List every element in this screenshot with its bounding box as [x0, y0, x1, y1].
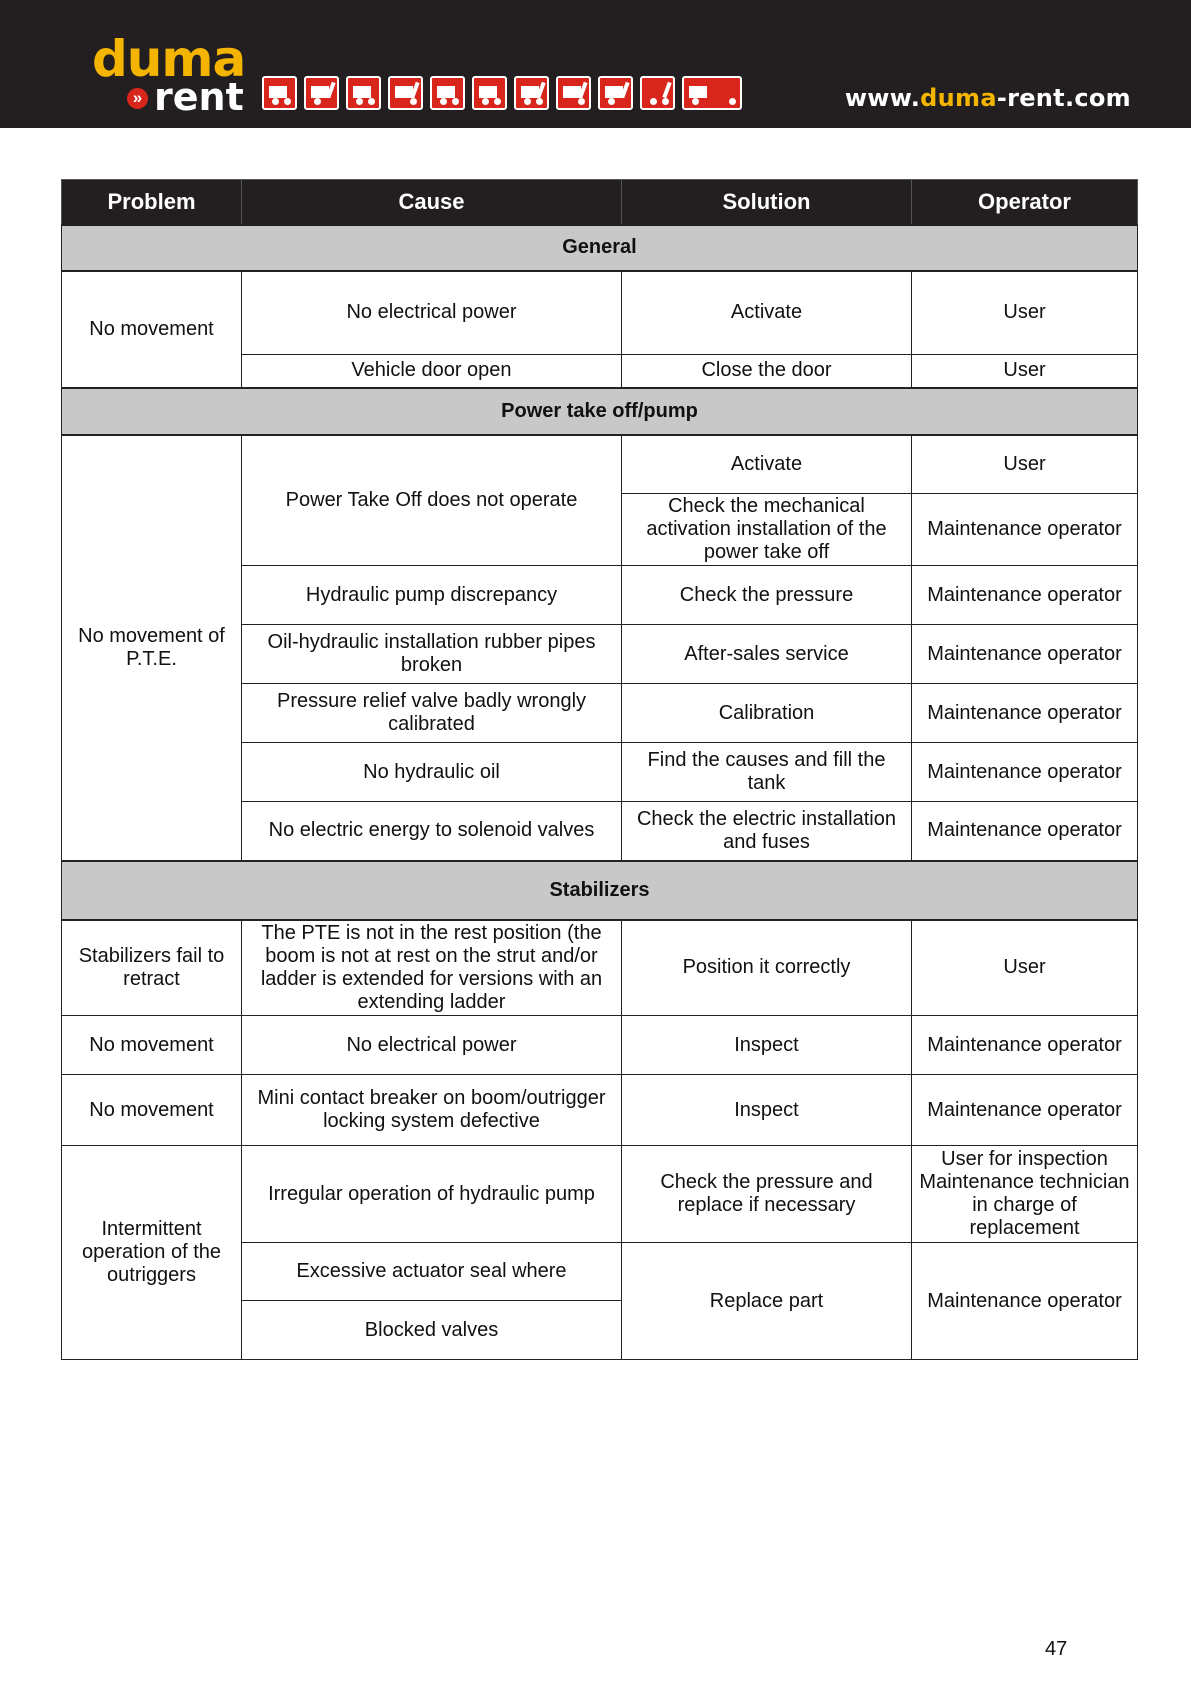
problem-cell: No movement of P.T.E. [62, 435, 242, 861]
logo-duma-text: duma [92, 30, 246, 88]
section-title-stabilizers: Stabilizers [62, 861, 1138, 920]
page-number: 47 [1045, 1638, 1068, 1660]
cause-cell: Vehicle door open [242, 355, 622, 388]
problem-cell: No movement [62, 1075, 242, 1146]
section-row-general [62, 225, 1138, 271]
crane-truck-icon [514, 76, 549, 110]
website-highlight: duma [920, 84, 997, 112]
header-operator: Operator [912, 180, 1138, 225]
cause-cell: Pressure relief valve badly wrongly calibrated [242, 684, 622, 743]
table-row [62, 1075, 1138, 1146]
table-header-row [62, 180, 1138, 225]
website-suffix: -rent.com [996, 84, 1131, 112]
solution-cell: Inspect [622, 1075, 912, 1146]
cause-cell: No electric energy to solenoid valves [242, 802, 622, 861]
solution-cell: Position it correctly [622, 920, 912, 1016]
cause-cell: Blocked valves [242, 1301, 622, 1360]
table-row [62, 920, 1138, 1016]
operator-cell: User [912, 355, 1138, 388]
solution-cell: Check the pressure [622, 566, 912, 625]
cause-cell: No hydraulic oil [242, 743, 622, 802]
troubleshooting-table [61, 179, 1138, 1360]
cause-cell: Mini contact breaker on boom/outrigger locking system defective [242, 1075, 622, 1146]
cause-cell: Excessive actuator seal where [242, 1243, 622, 1301]
solution-cell: Activate [622, 271, 912, 355]
table-row [62, 1016, 1138, 1075]
compactor-icon [472, 76, 507, 110]
solution-cell: Check the electric installation and fuses [622, 802, 912, 861]
solution-cell: Find the causes and fill the tank [622, 743, 912, 802]
table-row [62, 1146, 1138, 1243]
operator-cell: Maintenance operator [912, 566, 1138, 625]
solution-cell: Replace part [622, 1243, 912, 1360]
cause-cell: Oil-hydraulic installation rubber pipes broken [242, 625, 622, 684]
problem-cell: Stabilizers fail to retract [62, 920, 242, 1016]
problem-cell: No movement [62, 271, 242, 388]
cause-cell: Irregular operation of hydraulic pump [242, 1146, 622, 1243]
header-solution: Solution [622, 180, 912, 225]
logo-rent-text: rent [154, 75, 244, 119]
truck-mounted-platform-icon [682, 76, 742, 110]
section-title-general: General [62, 225, 1138, 271]
operator-cell: User [912, 271, 1138, 355]
skid-steer-icon [262, 76, 297, 110]
operator-cell: Maintenance operator [912, 494, 1138, 566]
operator-cell: Maintenance operator [912, 1243, 1138, 1360]
cause-cell: Hydraulic pump discrepancy [242, 566, 622, 625]
mini-loader-icon [388, 76, 423, 110]
page-header [0, 0, 1191, 128]
website-url[interactable] [845, 84, 1131, 112]
table-row [62, 435, 1138, 494]
operator-cell: Maintenance operator [912, 684, 1138, 743]
boom-lift-icon [598, 76, 633, 110]
solution-cell: Inspect [622, 1016, 912, 1075]
telehandler-icon [640, 76, 675, 110]
operator-cell: User [912, 435, 1138, 494]
backhoe-icon [430, 76, 465, 110]
solution-cell: Activate [622, 435, 912, 494]
cause-cell: No electrical power [242, 271, 622, 355]
solution-cell: Check the pressure and replace if necessary [622, 1146, 912, 1243]
problem-cell: Intermittent operation of the outriggers [62, 1146, 242, 1360]
operator-cell: User [912, 920, 1138, 1016]
section-row-pto [62, 388, 1138, 435]
logo-arrow-icon: » [127, 88, 148, 109]
operator-cell: User for inspection Maintenance technician in charge of replacement [912, 1146, 1138, 1243]
forklift-icon [304, 76, 339, 110]
scissor-lift-icon [346, 76, 381, 110]
excavator-icon [556, 76, 591, 110]
header-cause: Cause [242, 180, 622, 225]
table-row [62, 271, 1138, 355]
solution-cell: Check the mechanical activation installation of the power take off [622, 494, 912, 566]
section-row-stabilizers [62, 861, 1138, 920]
operator-cell: Maintenance operator [912, 1075, 1138, 1146]
cause-cell: Power Take Off does not operate [242, 435, 622, 566]
operator-cell: Maintenance operator [912, 743, 1138, 802]
problem-cell: No movement [62, 1016, 242, 1075]
solution-cell: Close the door [622, 355, 912, 388]
solution-cell: Calibration [622, 684, 912, 743]
cause-cell: The PTE is not in the rest position (the boom is not at rest on the strut and/or ladder is extended for versions with an extending ladder [242, 920, 622, 1016]
operator-cell: Maintenance operator [912, 625, 1138, 684]
operator-cell: Maintenance operator [912, 1016, 1138, 1075]
header-problem: Problem [62, 180, 242, 225]
cause-cell: No electrical power [242, 1016, 622, 1075]
machinery-icon-strip [262, 76, 742, 110]
operator-cell: Maintenance operator [912, 802, 1138, 861]
section-title-pto: Power take off/pump [62, 388, 1138, 435]
website-prefix: www. [844, 84, 921, 112]
solution-cell: After-sales service [622, 625, 912, 684]
